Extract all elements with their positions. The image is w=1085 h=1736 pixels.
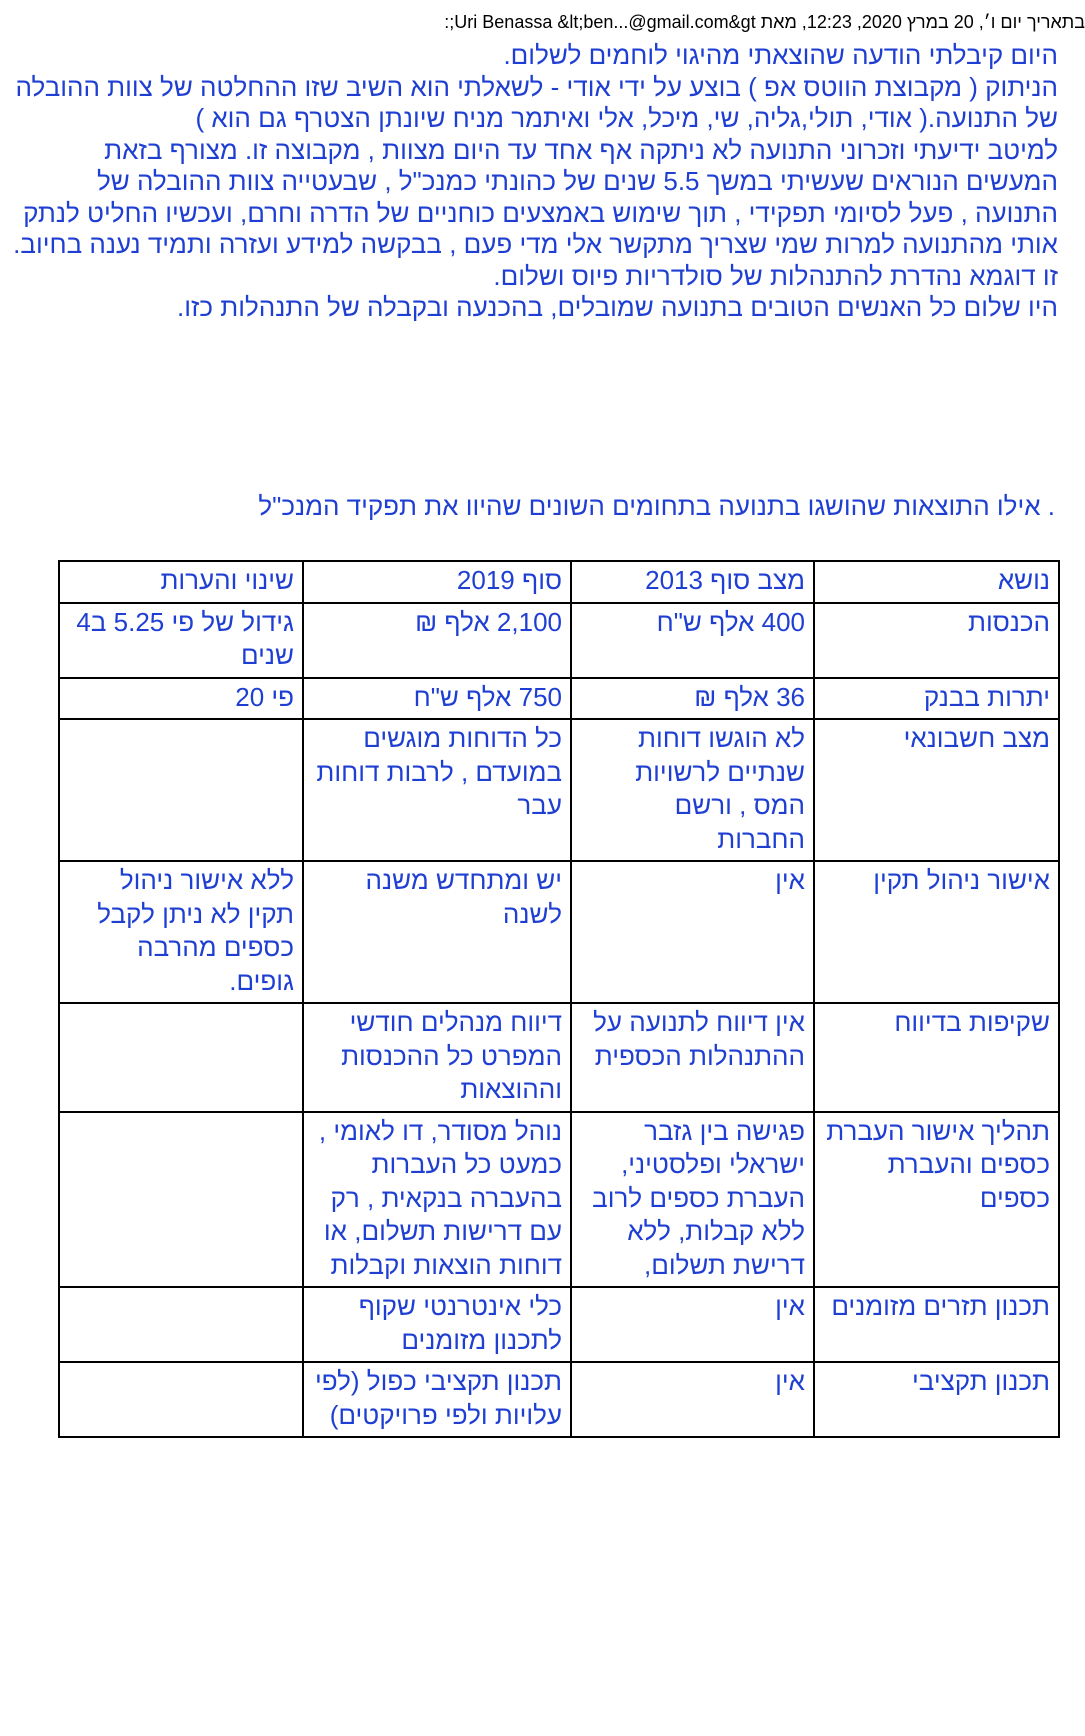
body-paragraph: היום קיבלתי הודעה שהוצאתי מהיגוי לוחמים לשלום. — [503, 40, 1058, 70]
table-cell: יתרות בבנק — [814, 678, 1059, 720]
table-cell: דיווח מנהלים חודשי המפרט כל ההכנסות וההוצאות — [303, 1003, 571, 1112]
table-header-cell: נושא — [814, 561, 1059, 603]
table-cell: 2,100 אלף ₪ — [303, 603, 571, 678]
table-row — [59, 1287, 1059, 1362]
table-cell: נוהל מסודר, דו לאומי , כמעט כל העברות בהעברה בנקאית , רק עם דרישות תשלום, או דוחות הוצאות וקבלות — [303, 1112, 571, 1288]
table-cell — [59, 1003, 303, 1112]
table-row — [59, 1362, 1059, 1437]
body-paragraph: הניתוק ( מקבוצת הווטס אפ ) בוצע על ידי אודי - לשאלתי הוא השיב שזו ההחלטה של צוות ההובלה של התנועה.( אודי, תולי,גליה, שי, מיכל, אלי ואיתמר מניח שיונתן הצטרף גם הוא ) — [15, 71, 1058, 133]
table-cell: 750 אלף ש"ח — [303, 678, 571, 720]
table-cell: פגישה בין גזבר ישראלי ופלסטיני, העברת כספים לרוב ללא קבלות, ללא דרישת תשלום, — [571, 1112, 814, 1288]
table-cell: אין — [571, 1362, 814, 1437]
table-cell — [59, 1362, 303, 1437]
table-header-cell: סוף 2019 — [303, 561, 571, 603]
table-cell: ללא אישור ניהול תקין לא ניתן לקבל כספים מהרבה גופים. — [59, 861, 303, 1003]
email-body — [8, 40, 1058, 324]
table-row — [59, 1003, 1059, 1112]
table-row — [59, 719, 1059, 861]
table-cell: אין — [571, 861, 814, 1003]
results-table — [58, 560, 1060, 1438]
table-header-row — [59, 561, 1059, 603]
table-cell: פי 20 — [59, 678, 303, 720]
table-cell: יש ומתחדש משנה לשנה — [303, 861, 571, 1003]
table-header-cell: שינוי והערות — [59, 561, 303, 603]
table-row — [59, 678, 1059, 720]
table-header-cell: מצב סוף 2013 — [571, 561, 814, 603]
table-cell: אין דיווח לתנועה על ההתנהלות הכספית — [571, 1003, 814, 1112]
table-row — [59, 1112, 1059, 1288]
table-cell: גידול של פי 5.25 ב4 שנים — [59, 603, 303, 678]
table-cell: לא הוגשו דוחות שנתיים לרשויות המס , ורשם החברות — [571, 719, 814, 861]
table-cell: 400 אלף ש"ח — [571, 603, 814, 678]
table-cell — [59, 1287, 303, 1362]
table-row — [59, 603, 1059, 678]
table-cell: שקיפות בדיווח — [814, 1003, 1059, 1112]
table-cell: תהליך אישור העברת כספים והעברת כספים — [814, 1112, 1059, 1288]
table-cell: כלי אינטרנטי שקוף לתכנון מזומנים — [303, 1287, 571, 1362]
table-cell: תכנון תזרים מזומנים — [814, 1287, 1059, 1362]
results-intro: . אילו התוצאות שהושגו בתנועה בתחומים השונים שהיוו את תפקיד המנכ"ל — [258, 491, 1055, 521]
table-cell: הכנסות — [814, 603, 1059, 678]
table-cell: כל הדוחות מוגשים במועדם , לרבות דוחות עבר — [303, 719, 571, 861]
body-paragraph: למיטב ידיעתי וזכרוני התנועה לא ניתקה אף אחד עד היום מצוות , מקבוצה זו. מצורף בזאת המעשים הנוראים שעשיתי במשך 5.5 שנים של כהונתי כמנכ"ל , שבעטייה צוות ההובלה של התנועה , פעל לסיומי תפקידי , תוך שימוש באמצעים כוחניים של הדרה וחרם, ועכשיו החליט לנתק אותי מהתנועה למרות שמי שצריך מתקשר אלי מדי פעם , בבקשה למידע ועזרה ותמיד נענה בחיוב. זו דוגמא נהדרת להתנהלות של סולדריות פיוס ושלום. — [13, 134, 1058, 291]
table-cell: תכנון תקציבי כפול (לפי עלויות ולפי פרויקטים) — [303, 1362, 571, 1437]
table-row — [59, 861, 1059, 1003]
table-cell: מצב חשבונאי — [814, 719, 1059, 861]
table-cell — [59, 719, 303, 861]
table-cell: 36 אלף ₪ — [571, 678, 814, 720]
email-header: ‫בתאריך יום ו׳, 20 במרץ 2020, 12:23, מאת Uri Benassa &lt;ben...@gmail.com&gt;:‬ — [444, 12, 1085, 32]
body-paragraph: היו שלום כל האנשים הטובים בתנועה שמובלים, בהכנעה ובקבלה של התנהלות כזו. — [177, 292, 1058, 322]
table-cell: אישור ניהול תקין — [814, 861, 1059, 1003]
table-cell — [59, 1112, 303, 1288]
table-cell: אין — [571, 1287, 814, 1362]
table-cell: תכנון תקציבי — [814, 1362, 1059, 1437]
